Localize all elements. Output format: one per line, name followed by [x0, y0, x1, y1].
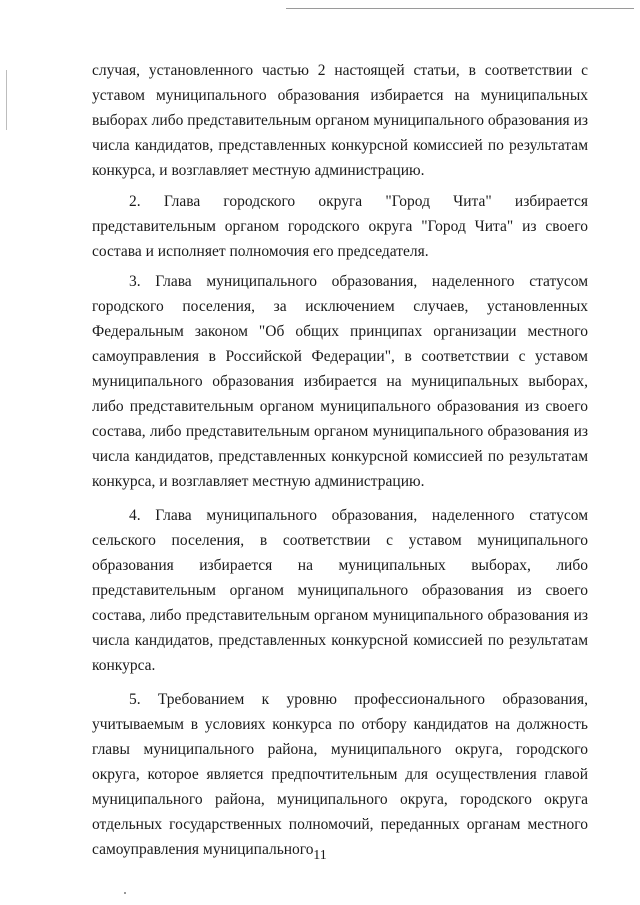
scan-margin-mark — [6, 70, 7, 130]
document-body — [92, 58, 588, 862]
paragraph-4: 4. Глава муниципального образования, наделенного статусом сельского поселения, в соответствии с уставом муниципального образования избирается на муниципальных выборах, либо представительным органом муниципального образования из своего состава, либо представительным органом муниципального образования из числа кандидатов, представленных конкурсной комиссией по результатам конкурса. — [92, 507, 588, 674]
scan-edge-line — [286, 8, 634, 9]
paragraph-5: 5. Требованием к уровню профессионального образования, учитываемым в условиях конкурса по отбору кандидатов на должность главы муниципального района, муниципального округа, городского округа, которое является предпочтительным для осуществления главой муниципального района, муниципального округа, городского округа отдельных государственных полномочий, переданных органам местного самоуправления муниципального — [92, 691, 588, 858]
paragraph-continuation: случая, установленного частью 2 настоящей статьи, в соответствии с уставом муниципального образования избирается на муниципальных выборах либо представительным органом муниципального образования из числа кандидатов, представленных конкурсной комиссией по результатам конкурса, и возглавляет местную администрацию. — [92, 62, 588, 179]
page-number: 11 — [313, 848, 327, 863]
paragraph-3: 3. Глава муниципального образования, наделенного статусом городского поселения, за исключением случаев, установленных Федеральным законом "Об общих принципах организации местного самоуправления в Российской Федерации", в соответствии с уставом муниципального образования избирается на муниципальных выборах, либо представительным органом муниципального образования из своего состава, либо представительным органом муниципального образования из числа кандидатов, представленных конкурсной комиссией по результатам конкурса, и возглавляет местную администрацию. — [92, 273, 588, 490]
paragraph-2: 2. Глава городского округа "Город Чита" избирается представительным органом городского округа "Город Чита" из своего состава и исполняет полномочия его председателя. — [92, 193, 588, 260]
scan-speck — [124, 892, 126, 894]
